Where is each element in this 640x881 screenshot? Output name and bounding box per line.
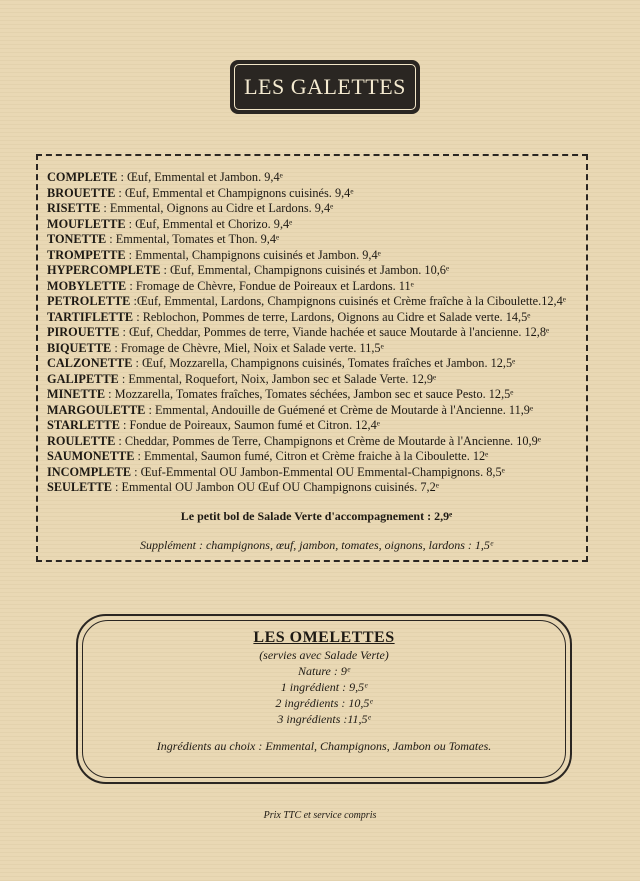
item-desc: : Œuf, Emmental et Chorizo. 9,4ᵉ xyxy=(125,216,293,231)
menu-item xyxy=(47,341,586,357)
galettes-title: LES GALETTES xyxy=(234,64,416,110)
item-desc: : Emmental, Oignons au Cidre et Lardons. 9,4ᵉ xyxy=(100,201,334,215)
item-desc: : Œuf, Mozzarella, Champignons cuisinés, Tomates fraîches et Jambon. 12,5ᵉ xyxy=(132,356,516,370)
item-desc: : Fromage de Chèvre, Miel, Noix et Salade verte. 11,5ᵉ xyxy=(111,340,384,355)
menu-item xyxy=(47,480,586,496)
item-name: SAUMONETTE xyxy=(47,449,135,463)
menu-item xyxy=(47,217,586,233)
item-desc: : Emmental, Roquefort, Noix, Jambon sec et Salade Verte. 12,9ᵉ xyxy=(118,371,437,386)
menu-item xyxy=(47,232,586,248)
omelettes-title: LES OMELETTES xyxy=(253,629,395,646)
menu-item xyxy=(47,434,586,450)
menu-item xyxy=(47,403,586,419)
footer-note: Prix TTC et service compris xyxy=(263,810,377,821)
item-desc: : Fondue de Poireaux, Saumon fumé et Citron. 12,4ᵉ xyxy=(119,418,380,432)
item-name: MINETTE xyxy=(47,387,106,401)
item-name: TROMPETTE xyxy=(47,247,126,262)
item-desc: : Emmental, Champignons cuisinés et Jambon. 9,4ᵉ xyxy=(125,247,381,262)
menu-item xyxy=(47,294,586,310)
item-name: MARGOULETTE xyxy=(47,402,146,417)
item-name: RISETTE xyxy=(47,201,101,215)
galettes-title-badge xyxy=(230,60,420,114)
menu-item xyxy=(47,263,586,279)
item-name: MOUFLETTE xyxy=(47,216,126,231)
item-name: BIQUETTE xyxy=(47,340,112,355)
menu-item xyxy=(47,387,586,403)
item-name: ROULETTE xyxy=(47,433,116,448)
omelettes-subtitle: (servies avec Salade Verte) xyxy=(259,648,389,662)
item-desc: : Œuf, Emmental et Champignons cuisinés. 9,4ᵉ xyxy=(115,185,354,200)
galettes-list xyxy=(47,170,586,496)
supplement-price: Supplément : champignons, œuf, jambon, tomates, oignons, lardons : 1,5ᵉ xyxy=(139,537,494,552)
item-name: GALIPETTE xyxy=(47,371,119,386)
item-name: SEULETTE xyxy=(47,480,112,494)
item-desc: : Mozzarella, Tomates fraîches, Tomates séchées, Jambon sec et sauce Pesto. 12,5ᵉ xyxy=(105,387,514,401)
item-desc: : Reblochon, Pommes de terre, Lardons, Oignons au Cidre et Salade verte. 14,5ᵉ xyxy=(133,309,531,324)
menu-item xyxy=(47,248,586,264)
item-name: TONETTE xyxy=(47,232,107,246)
menu-item xyxy=(47,465,586,481)
item-desc: : Emmental, Tomates et Thon. 9,4ᵉ xyxy=(106,232,280,246)
item-name: BROUETTE xyxy=(47,185,116,200)
menu-item xyxy=(47,418,586,434)
item-desc: : Cheddar, Pommes de Terre, Champignons et Crème de Moutarde à l'Ancienne. 10,9ᵉ xyxy=(115,433,541,448)
item-desc: : Emmental, Saumon fumé, Citron et Crème fraiche à la Ciboulette. 12ᵉ xyxy=(134,449,489,463)
menu-item xyxy=(47,201,586,217)
omelettes-section xyxy=(76,614,572,784)
item-name: PETROLETTE xyxy=(47,294,131,308)
menu-item xyxy=(47,325,586,341)
menu-item xyxy=(47,372,586,388)
item-name: TARTIFLETTE xyxy=(47,309,134,324)
item-desc: : Emmental OU Jambon OU Œuf OU Champignons cuisinés. 7,2ᵉ xyxy=(111,480,439,494)
item-desc: : Œuf, Cheddar, Pommes de terre, Viande hachée et sauce Moutarde à l'ancienne. 12,8ᵉ xyxy=(119,325,550,339)
item-name: PIROUETTE xyxy=(47,325,120,339)
menu-item xyxy=(47,186,586,202)
omelette-one-ingredient-price: 1 ingrédient : 9,5ᵉ xyxy=(280,680,368,694)
item-desc: : Emmental, Andouille de Guémené et Crème de Moutarde à l'Ancienne. 11,9ᵉ xyxy=(145,402,534,417)
menu-item xyxy=(47,310,586,326)
item-desc: : Œuf-Emmental OU Jambon-Emmental OU Emmental-Champignons. 8,5ᵉ xyxy=(131,464,505,479)
omelette-two-ingredients-price: 2 ingrédients : 10,5ᵉ xyxy=(275,696,373,710)
omelette-ingredient-choices: Ingrédients au choix : Emmental, Champignons, Jambon ou Tomates. xyxy=(156,739,492,753)
menu-item xyxy=(47,449,586,465)
item-name: CALZONETTE xyxy=(47,356,133,370)
item-name: INCOMPLETE xyxy=(47,464,132,479)
item-name: MOBYLETTE xyxy=(47,278,127,293)
item-name: COMPLETE xyxy=(47,170,118,184)
omelette-three-ingredients-price: 3 ingrédients :11,5ᵉ xyxy=(277,712,371,726)
menu-item xyxy=(47,279,586,295)
item-desc: : Œuf, Emmental, Champignons cuisinés et Jambon. 10,6ᵉ xyxy=(160,263,450,277)
menu-item xyxy=(47,356,586,372)
item-desc: :Œuf, Emmental, Lardons, Champignons cuisinés et Crème fraîche à la Ciboulette.12,4ᵉ xyxy=(130,294,566,308)
omelettes-inner-frame xyxy=(82,620,566,778)
omelette-nature-price: Nature : 9ᵉ xyxy=(297,664,351,678)
item-desc: : Fromage de Chèvre, Fondue de Poireaux et Lardons. 11ᵉ xyxy=(126,278,414,293)
item-name: STARLETTE xyxy=(47,418,120,432)
galettes-section xyxy=(36,154,588,562)
salad-side-price: Le petit bol de Salade Verte d'accompagnement : 2,9ᵉ xyxy=(180,508,453,523)
item-name: HYPERCOMPLETE xyxy=(47,263,161,277)
menu-item xyxy=(47,170,586,186)
item-desc: : Œuf, Emmental et Jambon. 9,4ᵉ xyxy=(117,170,283,184)
